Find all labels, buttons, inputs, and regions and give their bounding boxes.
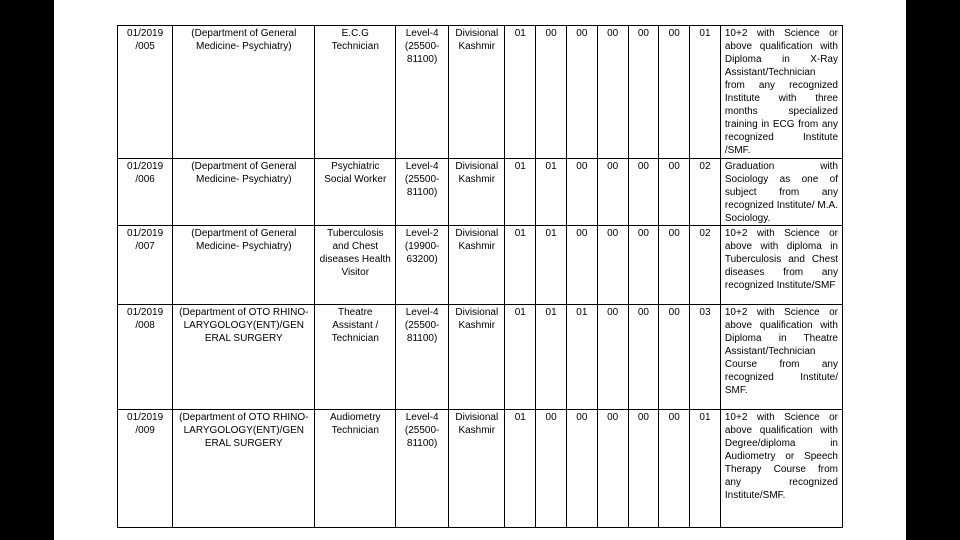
count-cell: 00	[566, 159, 597, 226]
post-name: Theatre Assistant / Technician	[315, 305, 396, 410]
count-cell: 01	[505, 26, 536, 159]
count-cell: 00	[659, 159, 690, 226]
count-cell: 00	[597, 159, 628, 226]
count-cell: 01	[505, 226, 536, 305]
qualification: Graduation with Sociology as one of subject from any recognized Institute/ M.A. Sociology.	[720, 159, 842, 226]
pay-level: Level-4 (25500- 81100)	[396, 26, 449, 159]
division: Divisional Kashmir	[449, 159, 505, 226]
count-cell: 00	[628, 226, 659, 305]
pay-level: Level-4 (25500- 81100)	[396, 305, 449, 410]
division: Divisional Kashmir	[449, 410, 505, 528]
count-cell: 00	[628, 26, 659, 159]
adv-number: 01/2019 /006	[118, 159, 173, 226]
count-cell: 00	[597, 305, 628, 410]
pay-level: Level-4 (25500- 81100)	[396, 159, 449, 226]
count-cell: 01	[505, 305, 536, 410]
count-cell: 00	[536, 26, 567, 159]
post-name: Tuberculosis and Chest diseases Health Visitor	[315, 226, 396, 305]
qualification: 10+2 with Science or above qualification with Degree/diploma in Audiometry or Speech Therapy Course from any recognized Institute/SMF.	[720, 410, 842, 528]
total-count: 01	[690, 410, 721, 528]
department: (Department of OTO RHINO- LARYGOLOGY(ENT)/GEN ERAL SURGERY	[173, 305, 315, 410]
posts-table	[117, 25, 843, 528]
count-cell: 00	[536, 410, 567, 528]
count-cell: 00	[566, 226, 597, 305]
document-page	[54, 0, 906, 540]
adv-number: 01/2019 /005	[118, 26, 173, 159]
count-cell: 01	[505, 410, 536, 528]
count-cell: 00	[659, 26, 690, 159]
pay-level: Level-4 (25500- 81100)	[396, 410, 449, 528]
table-row	[118, 226, 843, 305]
count-cell: 00	[597, 410, 628, 528]
adv-number: 01/2019 /009	[118, 410, 173, 528]
post-name: E.C.G Technician	[315, 26, 396, 159]
department: (Department of OTO RHINO- LARYGOLOGY(ENT)/GEN ERAL SURGERY	[173, 410, 315, 528]
count-cell: 00	[659, 305, 690, 410]
count-cell: 01	[536, 159, 567, 226]
adv-number: 01/2019 /008	[118, 305, 173, 410]
count-cell: 00	[597, 226, 628, 305]
department: (Department of General Medicine- Psychiatry)	[173, 26, 315, 159]
count-cell: 00	[659, 226, 690, 305]
count-cell: 01	[536, 305, 567, 410]
pay-level: Level-2 (19900- 63200)	[396, 226, 449, 305]
count-cell: 00	[566, 26, 597, 159]
count-cell: 01	[505, 159, 536, 226]
count-cell: 00	[597, 26, 628, 159]
count-cell: 00	[659, 410, 690, 528]
table-row	[118, 305, 843, 410]
division: Divisional Kashmir	[449, 226, 505, 305]
count-cell: 00	[566, 410, 597, 528]
post-name: Psychiatric Social Worker	[315, 159, 396, 226]
adv-number: 01/2019 /007	[118, 226, 173, 305]
qualification: 10+2 with Science or above with diploma in Tuberculosis and Chest diseases from any recognized Institute/SMF	[720, 226, 842, 305]
division: Divisional Kashmir	[449, 26, 505, 159]
qualification: 10+2 with Science or above qualification with Diploma in X-Ray Assistant/Technician from any recognized Institute with three months specialized training in ECG from any recognized Institute /SMF.	[720, 26, 842, 159]
total-count: 02	[690, 226, 721, 305]
total-count: 01	[690, 26, 721, 159]
total-count: 03	[690, 305, 721, 410]
department: (Department of General Medicine- Psychiatry)	[173, 159, 315, 226]
table-row	[118, 26, 843, 159]
qualification: 10+2 with Science or above qualification with Diploma in Theatre Assistant/Technician Course from any recognized Institute/ SMF.	[720, 305, 842, 410]
table-row	[118, 159, 843, 226]
total-count: 02	[690, 159, 721, 226]
count-cell: 01	[566, 305, 597, 410]
count-cell: 00	[628, 305, 659, 410]
department: (Department of General Medicine- Psychiatry)	[173, 226, 315, 305]
count-cell: 00	[628, 410, 659, 528]
count-cell: 00	[628, 159, 659, 226]
division: Divisional Kashmir	[449, 305, 505, 410]
count-cell: 01	[536, 226, 567, 305]
post-name: Audiometry Technician	[315, 410, 396, 528]
table-row	[118, 410, 843, 528]
